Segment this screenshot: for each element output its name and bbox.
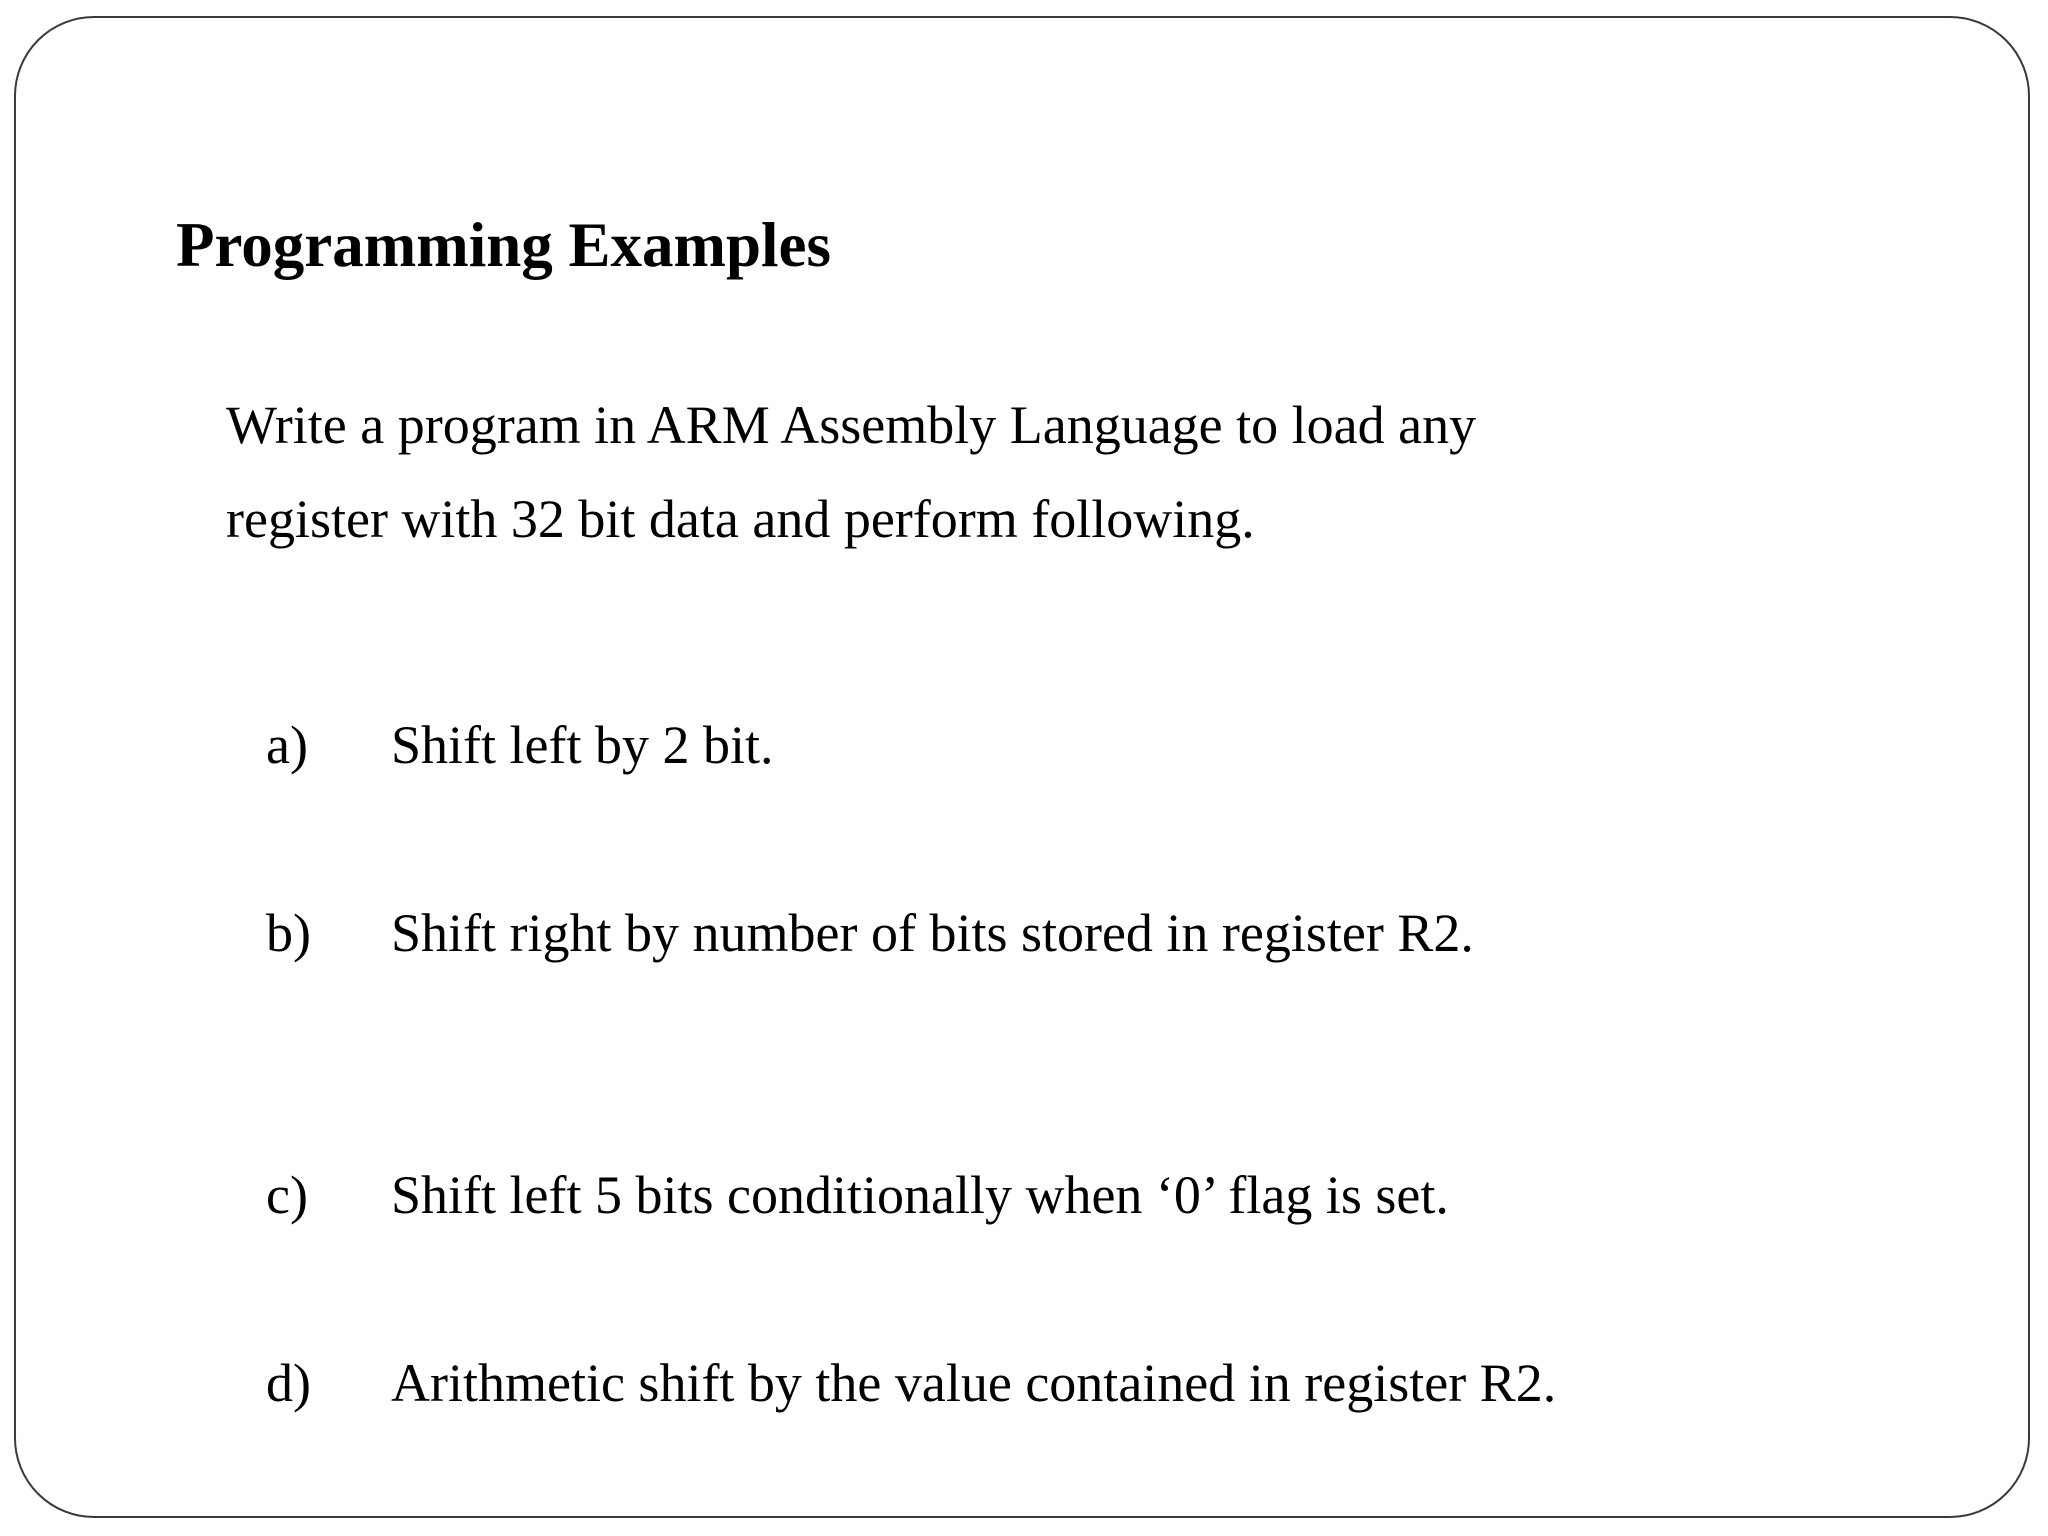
task-text: Shift right by number of bits stored in register R2. xyxy=(391,903,1474,963)
task-text: Shift left 5 bits conditionally when ‘0’ flag is set. xyxy=(391,1165,1449,1225)
task-text: Arithmetic shift by the value contained in register R2. xyxy=(391,1353,1557,1413)
task-item-a xyxy=(0,705,2048,785)
slide-title: Programming Examples xyxy=(176,210,832,280)
task-marker: b) xyxy=(266,903,311,963)
intro-line-2: register with 32 bit data and perform following. xyxy=(226,489,1255,549)
task-item-b xyxy=(0,893,2048,973)
task-marker: d) xyxy=(266,1353,311,1413)
task-text: Shift left by 2 bit. xyxy=(391,715,774,775)
task-item-d xyxy=(0,1343,2048,1423)
task-marker: c) xyxy=(266,1165,308,1225)
task-item-c xyxy=(0,1155,2048,1235)
task-marker: a) xyxy=(266,715,308,775)
intro-line-1: Write a program in ARM Assembly Language to load any xyxy=(226,395,1477,455)
intro-paragraph xyxy=(226,378,1926,566)
